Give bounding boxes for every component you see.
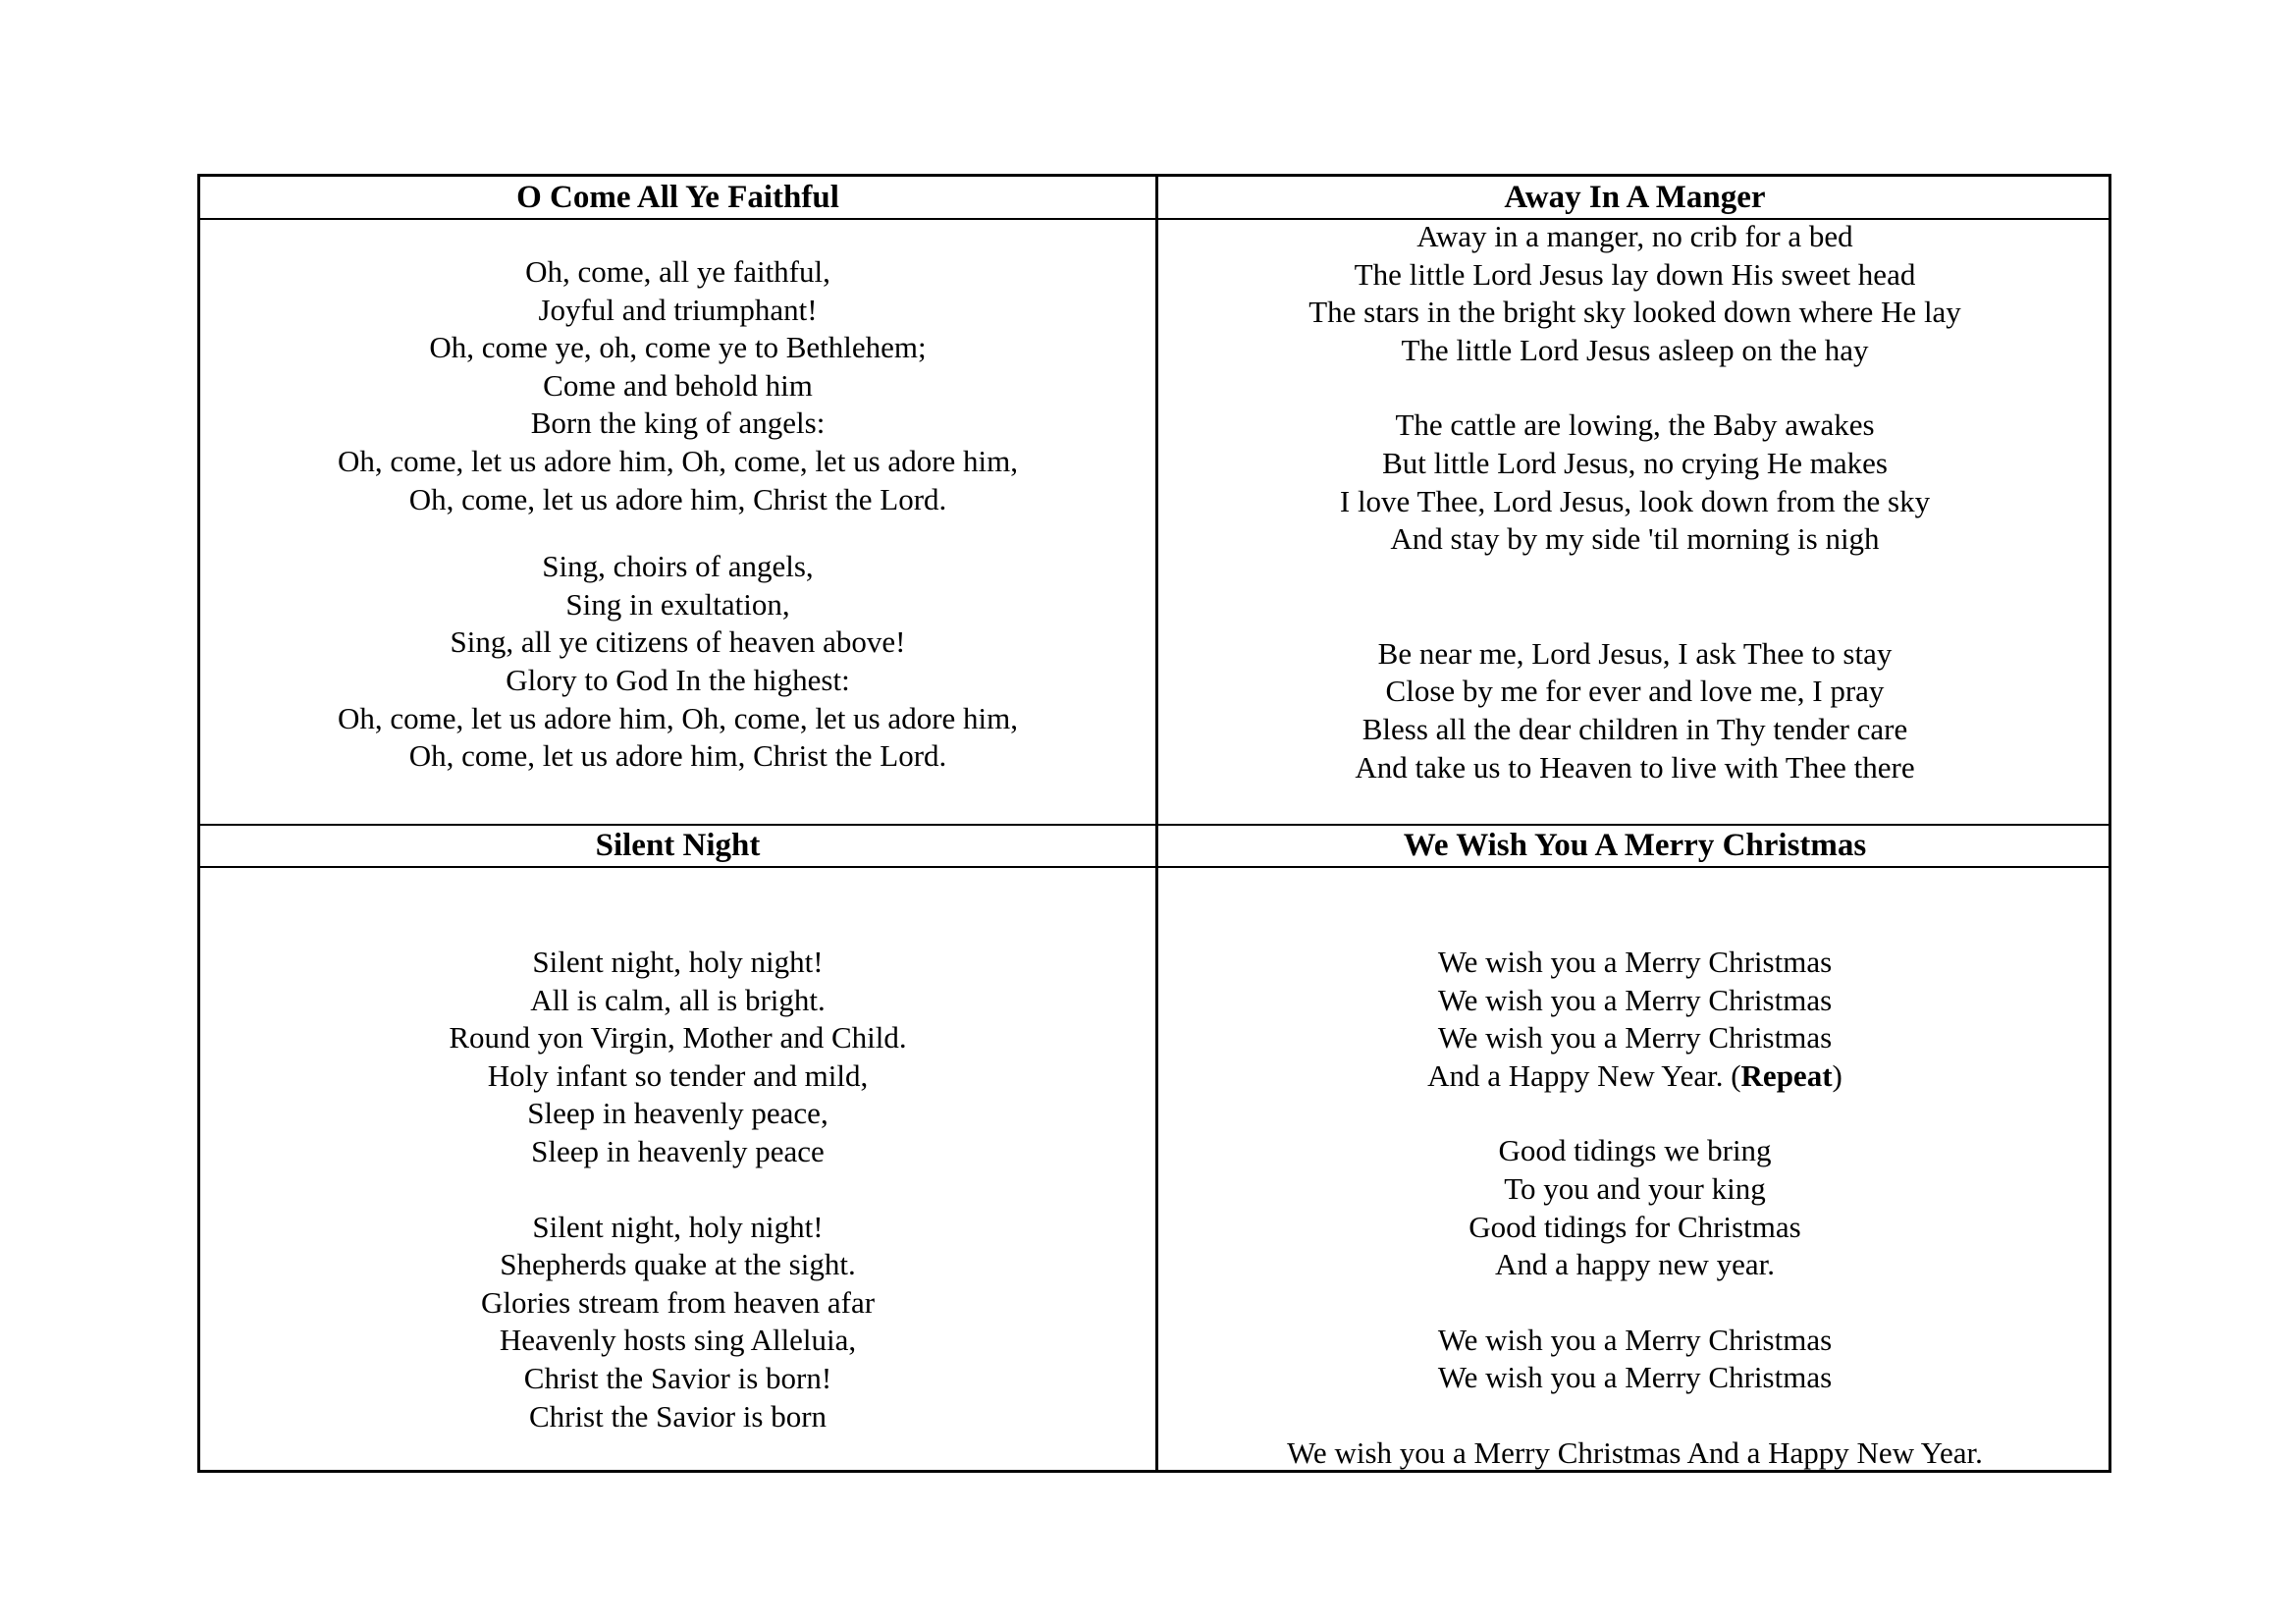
lyric-line: Oh, come, let us adore him, Christ the Lord. [408,738,947,774]
lyric-line: Glories stream from heaven afar [480,1284,876,1320]
lyric-line: Round yon Virgin, Mother and Child. [449,1020,907,1056]
lyric-line: Be near me, Lord Jesus, I ask Thee to stay [1377,635,1893,671]
lyric-line: Sleep in heavenly peace [531,1133,825,1168]
lyric-line: And stay by my side 'til morning is nigh [1390,521,1880,557]
lyric-text: ) [1832,1057,1842,1093]
song-title-we-wish-you-a-merry-christmas: We Wish You A Merry Christmas [1403,828,1867,863]
song-title-o-come-all-ye-faithful: O Come All Ye Faithful [516,180,839,215]
song-title-away-in-a-manger: Away In A Manger [1504,180,1766,215]
lyric-line: Oh, come, let us adore him, Christ the Lord. [408,481,947,516]
repeat-marker: Repeat [1740,1057,1833,1093]
lyric-line: Oh, come, all ye faithful, [525,254,830,289]
lyric-line: Oh, come, let us adore him, Oh, come, let us adore him, [337,443,1019,478]
lyric-line: The little Lord Jesus asleep on the hay [1401,332,1869,367]
lyric-line: Holy infant so tender and mild, [487,1057,869,1093]
lyric-line-with-repeat [1158,1057,2111,1096]
lyric-line: I love Thee, Lord Jesus, look down from the sky [1339,483,1931,518]
lyric-line: All is calm, all is bright. [530,982,826,1017]
lyric-line: Sing in exultation, [565,586,790,622]
lyric-line: Shepherds quake at the sight. [500,1247,856,1282]
carol-sheet-table [197,174,2111,1473]
song-lyrics-silent-night [200,944,1155,1435]
lyric-line: Glory to God In the highest: [506,662,850,697]
lyric-text: And a Happy New Year. ( [1427,1057,1741,1093]
lyric-line: We wish you a Merry Christmas [1437,1020,1833,1056]
lyric-line: Heavenly hosts sing Alleluia, [499,1323,857,1358]
lyric-line: Oh, come ye, oh, come ye to Bethlehem; [429,330,927,365]
lyric-line: We wish you a Merry Christmas [1437,945,1833,979]
header-row-2-divider [200,866,2109,868]
song-lyrics-away-in-a-manger [1158,218,2111,786]
lyric-line: And a happy new year. [1495,1247,1775,1282]
lyric-line: The little Lord Jesus lay down His sweet head [1354,256,1916,292]
lyric-line: We wish you a Merry Christmas [1437,982,1833,1017]
lyric-line: We wish you a Merry Christmas And a Happy New Year. [1287,1435,1983,1470]
lyric-line: Bless all the dear children in Thy tender care [1362,711,1908,746]
song-lyrics-o-come-all-ye-faithful [200,253,1155,776]
lyric-line: Joyful and triumphant! [538,292,818,327]
lyric-line: We wish you a Merry Christmas [1437,1322,1833,1357]
lyric-line: The stars in the bright sky looked down where He lay [1308,295,1961,330]
lyric-line: Sing, all ye citizens of heaven above! [450,624,906,660]
lyric-line: Away in a manger, no crib for a bed [1416,219,1853,253]
lyric-line: Born the king of angels: [530,406,826,441]
song-title-silent-night: Silent Night [595,828,761,863]
lyric-line: And take us to Heaven to live with Thee there [1355,749,1915,785]
lyric-line: Christ the Savior is born! [523,1360,832,1395]
lyric-line: Silent night, holy night! [532,945,824,979]
lyric-line: To you and your king [1504,1170,1766,1206]
lyric-line: Oh, come, let us adore him, Oh, come, let us adore him, [337,700,1019,735]
lyric-line: Sing, choirs of angels, [542,549,814,584]
lyric-line: Sleep in heavenly peace, [527,1096,828,1131]
song-lyrics-we-wish-you-a-merry-christmas [1158,944,2111,1473]
lyric-line: Close by me for ever and love me, I pray [1385,674,1885,709]
lyric-line: The cattle are lowing, the Baby awakes [1395,407,1875,443]
lyric-line: We wish you a Merry Christmas [1437,1360,1833,1395]
lyric-line: Good tidings we bring [1498,1133,1772,1168]
lyric-line: Good tidings for Christmas [1468,1209,1801,1244]
lyric-line: Christ the Savior is born [528,1398,828,1434]
lyric-line: Silent night, holy night! [532,1209,824,1244]
lyric-line: But little Lord Jesus, no crying He makes [1382,445,1888,480]
lyric-line: Come and behold him [543,367,813,403]
